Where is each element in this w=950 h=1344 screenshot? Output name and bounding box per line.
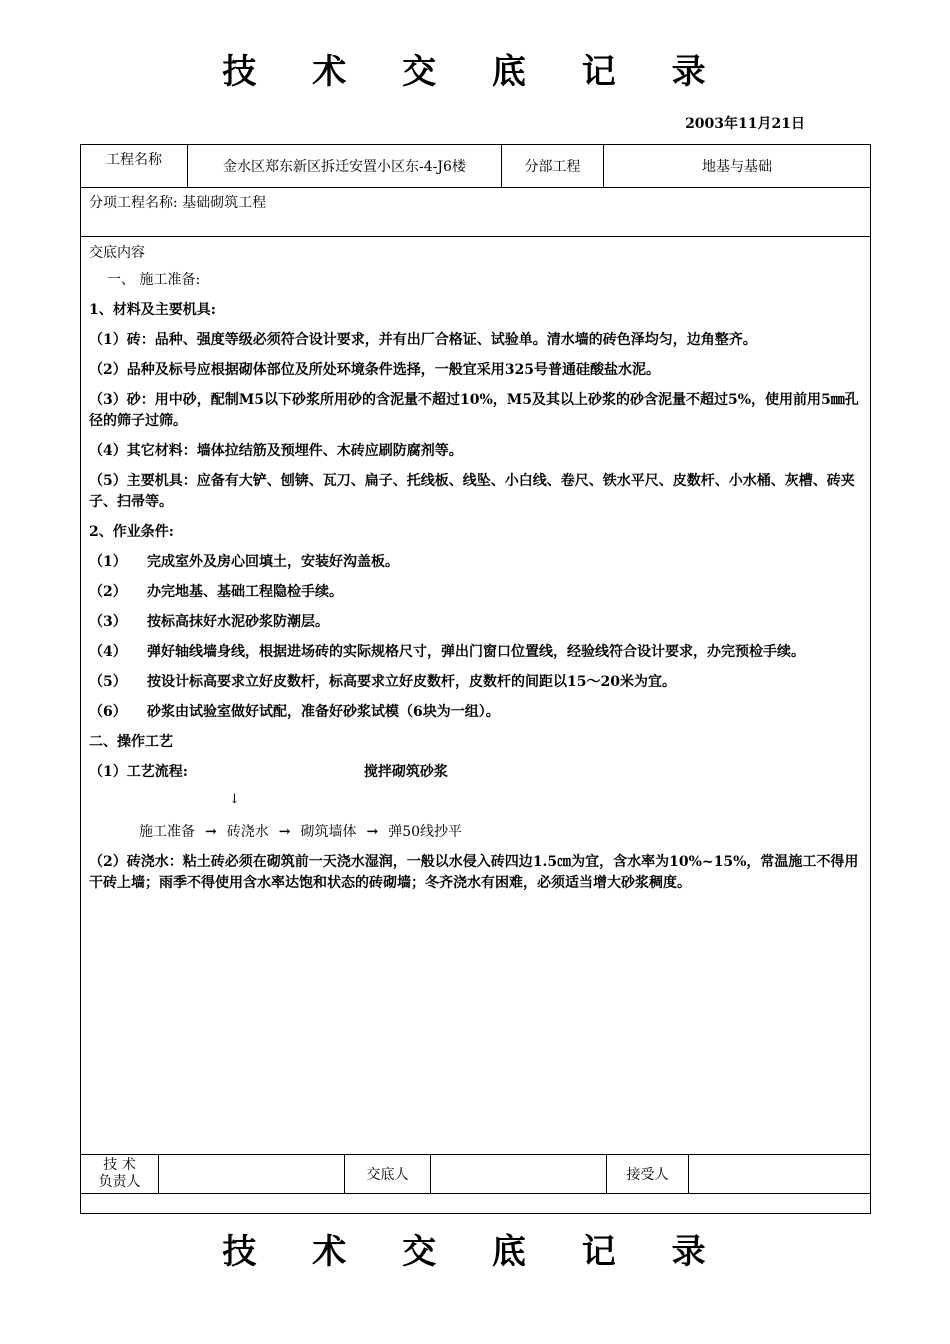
right-arrow-icon: → <box>278 824 291 840</box>
subitem-name: 分项工程名称: 基础砌筑工程 <box>81 188 871 237</box>
receiver-label: 接受人 <box>607 1155 689 1194</box>
right-arrow-icon: → <box>366 824 379 840</box>
material-item: （2）品种及标号应根据砌体部位及所处环境条件选择，一般宜采用325号普通硅酸盐水泥。 <box>89 362 660 378</box>
flow-steps <box>139 822 862 843</box>
condition-item: （3） 按标高抹好水泥砂浆防潮层。 <box>89 614 329 630</box>
section-prep: 一、 施工准备: <box>107 272 201 288</box>
condition-item: （4） 弹好轴线墙身线，根据进场砖的实际规格尺寸，弹出门窗口位置线，经验线符合设计要求，办完预检手续。 <box>89 644 805 660</box>
brick-watering: （2）砖浇水：粘土砖必须在砌筑前一天浇水湿润，一般以水侵入砖四边1.5㎝为宜，含水率为10%~15%，常温施工不得用干砖上墙；雨季不得使用含水率达饱和状态的砖砌墙；冬齐浇水有困难，必须适当增大砂浆稠度。 <box>89 854 859 891</box>
page-title: 技 术 交 底 记 录 <box>222 52 728 92</box>
discloser-label: 交底人 <box>345 1155 431 1194</box>
material-item: （3）砂：用中砂，配制M5以下砂浆所用砂的含泥量不超过10%，M5及其以上砂浆的砂含泥量不超过5%，使用前用5㎜孔径的筛子过筛。 <box>89 392 859 429</box>
content-cell <box>81 237 871 1214</box>
footer-title: 技 术 交 底 记 录 <box>222 1232 728 1272</box>
flow-step: 砌筑墙体 <box>300 824 357 840</box>
tech-lead-signature[interactable] <box>159 1155 345 1194</box>
flow-step: 砖浇水 <box>226 824 269 840</box>
condition-item: （5） 按设计标高要求立好皮数杆，标高要求立好皮数杆，皮数杆的间距以15～20米为宜。 <box>89 674 676 690</box>
signature-table <box>80 1154 871 1194</box>
right-arrow-icon: → <box>205 824 217 840</box>
materials-heading: 1、材料及主要机具: <box>89 302 216 318</box>
section-operation: 二、操作工艺 <box>89 734 173 750</box>
project-name-value: 金水区郑东新区拆迁安置小区东-4-J6楼 <box>188 145 502 188</box>
content-heading: 交底内容 <box>89 245 145 261</box>
receiver-signature[interactable] <box>689 1155 871 1194</box>
conditions-heading: 2、作业条件: <box>89 524 174 540</box>
material-item: （1）砖：品种、强度等级必须符合设计要求，并有出厂合格证、试验单。清水墙的砖色泽均匀，边角整齐。 <box>89 332 757 348</box>
flow-label-row <box>89 762 862 783</box>
disclosure-table <box>80 144 871 1214</box>
flow-step: 弹50线抄平 <box>388 824 463 840</box>
flow-label: （1）工艺流程: <box>89 764 188 780</box>
division-value: 地基与基础 <box>604 145 871 188</box>
project-name-label: 工程名称 <box>81 145 188 188</box>
condition-item: （2） 办完地基、基础工程隐检手续。 <box>89 584 343 600</box>
flow-step: 施工准备 <box>139 824 195 840</box>
discloser-signature[interactable] <box>431 1155 607 1194</box>
material-item: （5）主要机具：应备有大铲、刨锛、瓦刀、扁子、托线板、线坠、小白线、卷尺、铁水平尺、皮数杆、小水桶、灰槽、砖夹子、扫帚等。 <box>89 473 855 510</box>
material-item: （4）其它材料：墙体拉结筋及预埋件、木砖应刷防腐剂等。 <box>89 443 463 459</box>
down-arrow-icon: ↓ <box>229 792 240 807</box>
division-label: 分部工程 <box>502 145 604 188</box>
condition-item: （1） 完成室外及房心回填土，安装好沟盖板。 <box>89 554 399 570</box>
flow-top-step: 搅拌砌筑砂浆 <box>363 764 448 780</box>
record-date: 2003年11月21日 <box>685 116 805 132</box>
condition-item: （6） 砂浆由试验室做好试配，准备好砂浆试模（6块为一组）。 <box>89 704 500 720</box>
tech-lead-label: 技 术 负责人 <box>81 1155 159 1194</box>
